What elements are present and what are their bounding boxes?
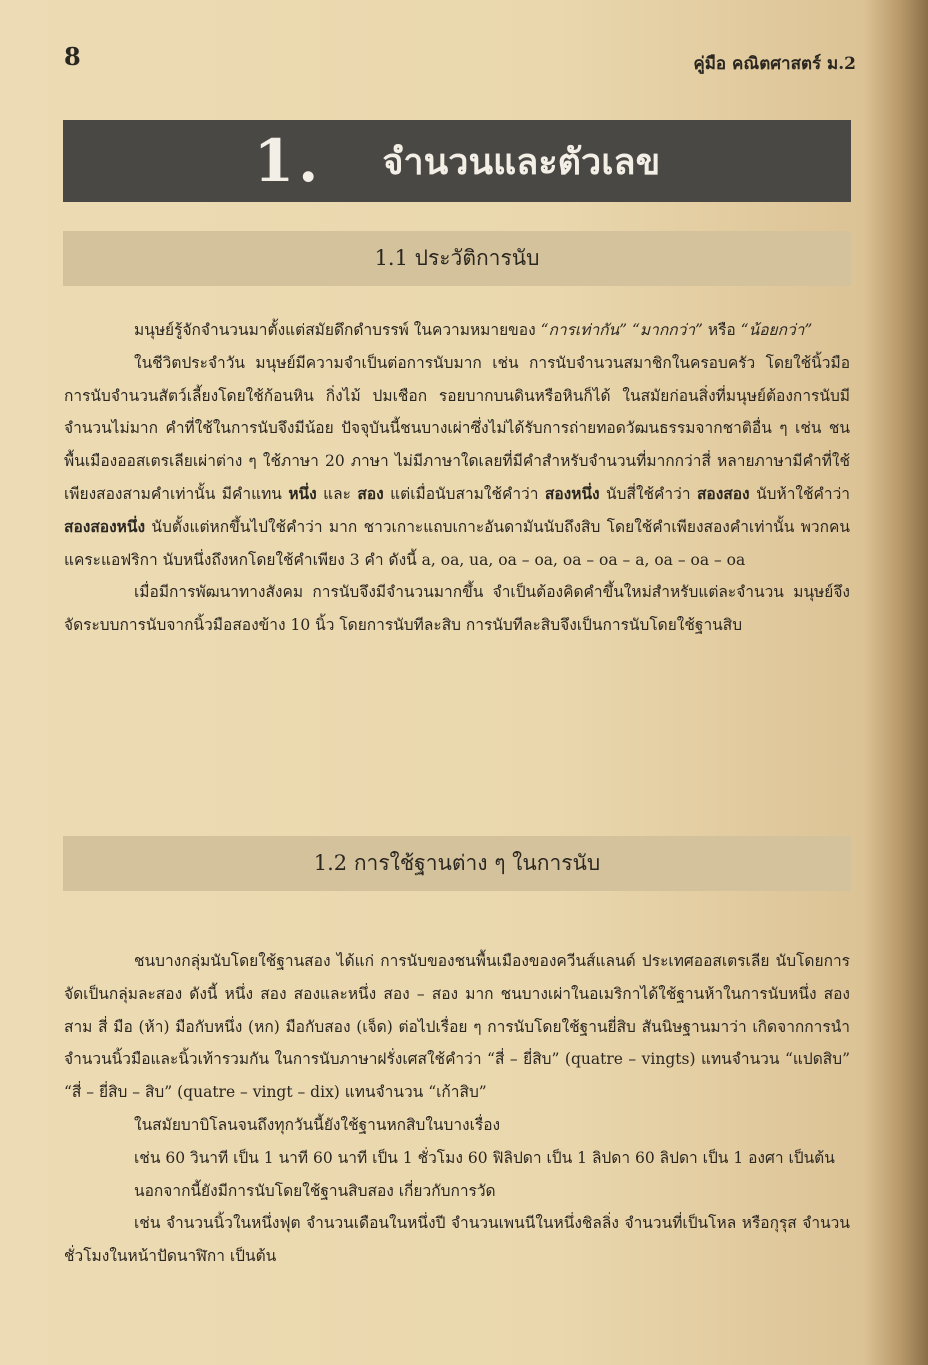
paragraph: เช่น 60 วินาที เป็น 1 นาที 60 นาที เป็น 1 ชั่วโมง 60 ฟิลิปดา เป็น 1 ลิปดา 60 ลิปดา เป็น 1 องศา เป็นต้น — [134, 1148, 835, 1167]
section-heading: 1.2 การใช้ฐานต่าง ๆ ในการนับ — [313, 851, 601, 875]
section-heading-bar — [63, 836, 851, 891]
paragraph: ชนบางกลุ่มนับโดยใช้ฐานสอง ได้แก่ การนับของชนพื้นเมืองของควีนส์แลนด์ ประเทศออสเตรเลีย นับโดยการจัดเป็นกลุ่มละสอง ดังนี้ หนึ่ง สอง สองและหนึ่ง สอง – สอง มาก ชนบางเผ่าในอเมริกาได้ใช้ฐานห้าในการนับหนึ่ง สอง สาม สี่ มือ (ห้า) มือกับหนึ่ง (หก) มือกับสอง (เจ็ด) ต่อไปเรื่อย ๆ การนับโดยใช้ฐานยี่สิบ สันนิษฐานมาว่า เกิดจากการนำจำนวนนิ้วมือและนิ้วเท้ารวมกัน ในการนับภาษาฝรั่งเศสใช้คำว่า “สี่ – ยี่สิบ” (quatre – vingts) แทนจำนวน “แปดสิบ” “สี่ – ยี่สิบ – สิบ” (quatre – vingt – dix) แทนจำนวน “เก้าสิบ” — [64, 952, 850, 1102]
section-body — [64, 945, 850, 1273]
paragraph: มนุษย์รู้จักจำนวนมาตั้งแต่สมัยดึกดำบรรพ์ ในความหมายของ “การเท่ากัน” “มากกว่า” หรือ “น้อยกว่า” — [134, 321, 813, 339]
chapter-banner — [63, 120, 851, 202]
chapter-title: จำนวนและตัวเลข — [382, 140, 661, 183]
page-number: 8 — [64, 42, 81, 71]
section-heading: 1.1 ประวัติการนับ — [374, 246, 540, 270]
section-body — [64, 314, 850, 642]
paragraph: ในสมัยบาบิโลนจนถึงทุกวันนี้ยังใช้ฐานหกสิบในบางเรื่อง — [134, 1115, 501, 1134]
paragraph: ในชีวิตประจำวัน มนุษย์มีความจำเป็นต่อการนับมาก เช่น การนับจำนวนสมาชิกในครอบครัว โดยใช้นิ้วมือ การนับจำนวนสัตว์เลี้ยงโดยใช้ก้อนหิน กิ่งไม้ ปมเชือก รอยบากบนดินหรือหินก็ได้ ในสมัยก่อนสิ่งที่มนุษย์ต้องการนับมีจำนวนไม่มาก คำที่ใช้ในการนับจึงมีน้อย ปัจจุบันนี้ชนบางเผ่าซึ่งไม่ได้รับการถ่ายทอดวัฒนธรรมจากชาติอื่น ๆ เช่น ชนพื้นเมืองออสเตรเลียเผ่าต่าง ๆ ใช้ภาษา 20 ภาษา ไม่มีภาษาใดเลยที่มีคำสำหรับจำนวนที่มากกว่าสี่ หลายภาษามีคำที่ใช้เพียงสองสามคำเท่านั้น มีคำแทน หนึ่ง และ สอง แต่เมื่อนับสามใช้คำว่า สองหนึ่ง นับสี่ใช้คำว่า สองสอง นับห้าใช้คำว่า สองสองหนึ่ง นับตั้งแต่หกขึ้นไปใช้คำว่า มาก ชาวเกาะแถบเกาะอันดามันนับถึงสิบ โดยใช้คำเพียงสองคำเท่านั้น พวกคนแคระแอฟริกา นับหนึ่งถึงหกโดยใช้คำเพียง 3 คำ ดังนี้ a, oa, ua, oa – oa, oa – oa – a, oa – oa – oa — [64, 353, 850, 569]
paragraph: เช่น จำนวนนิ้วในหนึ่งฟุต จำนวนเดือนในหนึ่งปี จำนวนเพนนีในหนึ่งชิลลิ่ง จำนวนที่เป็นโหล หรือกุรุส จำนวนชั่วโมงในหน้าปัดนาฬิกา เป็นต้น — [64, 1214, 850, 1266]
chapter-number: 1. — [253, 127, 323, 195]
paragraph: เมื่อมีการพัฒนาทางสังคม การนับจึงมีจำนวนมากขึ้น จำเป็นต้องคิดคำขึ้นใหม่สำหรับแต่ละจำนวน มนุษย์จึงจัดระบบการนับจากนิ้วมือสองข้าง 10 นิ้ว โดยการนับทีละสิบ การนับทีละสิบจึงเป็นการนับโดยใช้ฐานสิบ — [64, 583, 850, 635]
running-head: คู่มือ คณิตศาสตร์ ม.2 — [693, 54, 856, 74]
paragraph: นอกจากนี้ยังมีการนับโดยใช้ฐานสิบสอง เกี่ยวกับการวัด — [134, 1181, 496, 1200]
section-heading-bar — [63, 231, 851, 286]
